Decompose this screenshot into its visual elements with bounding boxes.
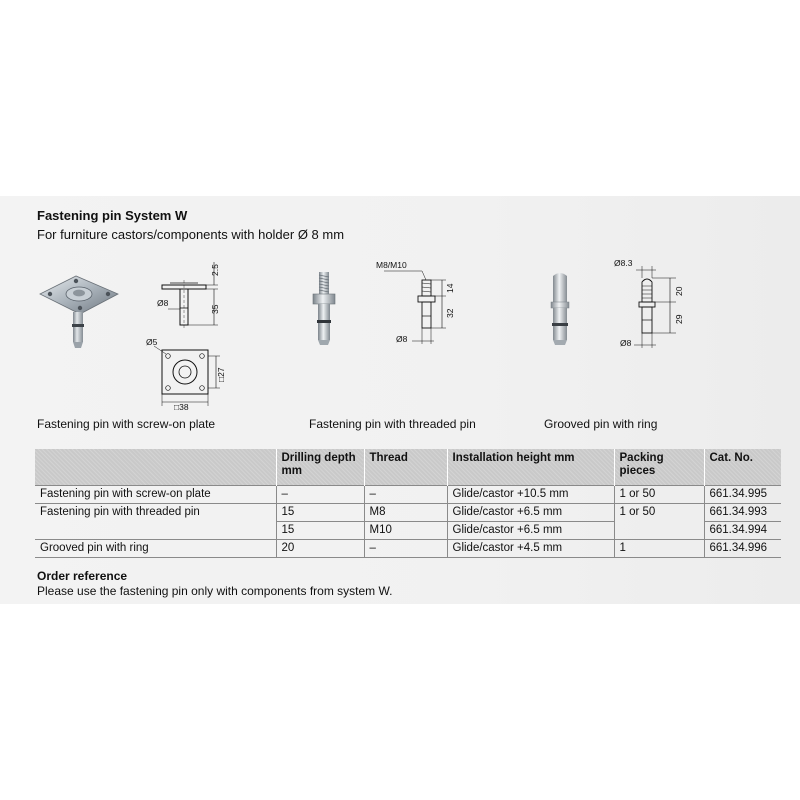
cell-thread: –	[364, 486, 447, 504]
dim-plate-thickness: 2.5	[210, 264, 220, 276]
header-description	[35, 449, 276, 486]
grooved-pin-drawing	[612, 256, 692, 350]
table-row	[35, 540, 781, 558]
cell-description	[35, 522, 276, 540]
header-thread: Thread	[364, 449, 447, 486]
cell-thread: M10	[364, 522, 447, 540]
cell-description: Fastening pin with threaded pin	[35, 504, 276, 522]
cell-install: Glide/castor +6.5 mm	[447, 504, 614, 522]
cell-thread: M8	[364, 504, 447, 522]
spec-table	[35, 449, 781, 558]
caption-plate: Fastening pin with screw-on plate	[37, 417, 216, 431]
table-row	[35, 504, 781, 522]
cell-cat-no: 661.34.993	[704, 504, 781, 522]
dim-plate-side: □27	[216, 367, 226, 382]
cell-install: Glide/castor +6.5 mm	[447, 522, 614, 540]
table-header-row	[35, 449, 781, 486]
page-title: Fastening pin System W	[37, 208, 188, 223]
caption-threaded: Fastening pin with threaded pin	[309, 417, 476, 431]
table-row	[35, 486, 781, 504]
cell-drilling: 15	[276, 522, 364, 540]
grooved-pin-photo	[540, 268, 580, 348]
dim-plate-outer: □38	[174, 402, 189, 412]
cell-description: Fastening pin with screw-on plate	[35, 486, 276, 504]
cell-drilling: 15	[276, 504, 364, 522]
dim-grooved-head-len: 20	[674, 286, 684, 296]
cell-packing: 1 or 50	[614, 486, 704, 504]
dim-grooved-pin-dia: Ø8	[620, 338, 632, 348]
cell-install: Glide/castor +4.5 mm	[447, 540, 614, 558]
cell-cat-no: 661.34.995	[704, 486, 781, 504]
threaded-pin-drawing	[374, 256, 464, 348]
dim-threaded-thread-len: 14	[445, 283, 455, 293]
header-installation-height: Installation height mm	[447, 449, 614, 486]
dim-plate-length: 35	[210, 304, 220, 314]
cell-description: Grooved pin with ring	[35, 540, 276, 558]
cell-packing: 1	[614, 540, 704, 558]
caption-grooved: Grooved pin with ring	[544, 417, 658, 431]
cell-cat-no: 661.34.994	[704, 522, 781, 540]
dim-threaded-thread: M8/M10	[376, 260, 407, 270]
dim-plate-pin-dia: Ø8	[157, 298, 169, 308]
cell-packing	[614, 522, 704, 540]
header-drilling-depth: Drilling depth mm	[276, 449, 364, 486]
cell-cat-no: 661.34.996	[704, 540, 781, 558]
table-row	[35, 522, 781, 540]
plate-top-drawing	[144, 336, 228, 412]
plate-pin-side-drawing	[152, 256, 228, 336]
cell-install: Glide/castor +10.5 mm	[447, 486, 614, 504]
dim-plate-hole: Ø5	[146, 337, 158, 347]
header-cat-no: Cat. No.	[704, 449, 781, 486]
plate-pin-photo	[36, 272, 122, 352]
header-packing: Packing pieces	[614, 449, 704, 486]
dim-threaded-length: 32	[445, 308, 455, 318]
order-reference-title: Order reference	[37, 569, 128, 583]
cell-thread: –	[364, 540, 447, 558]
order-reference-text: Please use the fastening pin only with components from system W.	[37, 584, 393, 598]
cell-drilling: 20	[276, 540, 364, 558]
page-subtitle: For furniture castors/components with holder Ø 8 mm	[37, 227, 345, 242]
cell-packing: 1 or 50	[614, 504, 704, 522]
dim-grooved-length: 29	[674, 314, 684, 324]
dim-grooved-ring-dia: Ø8.3	[614, 258, 633, 268]
cell-drilling: –	[276, 486, 364, 504]
dim-threaded-pin-dia: Ø8	[396, 334, 408, 344]
threaded-pin-photo	[304, 268, 344, 348]
